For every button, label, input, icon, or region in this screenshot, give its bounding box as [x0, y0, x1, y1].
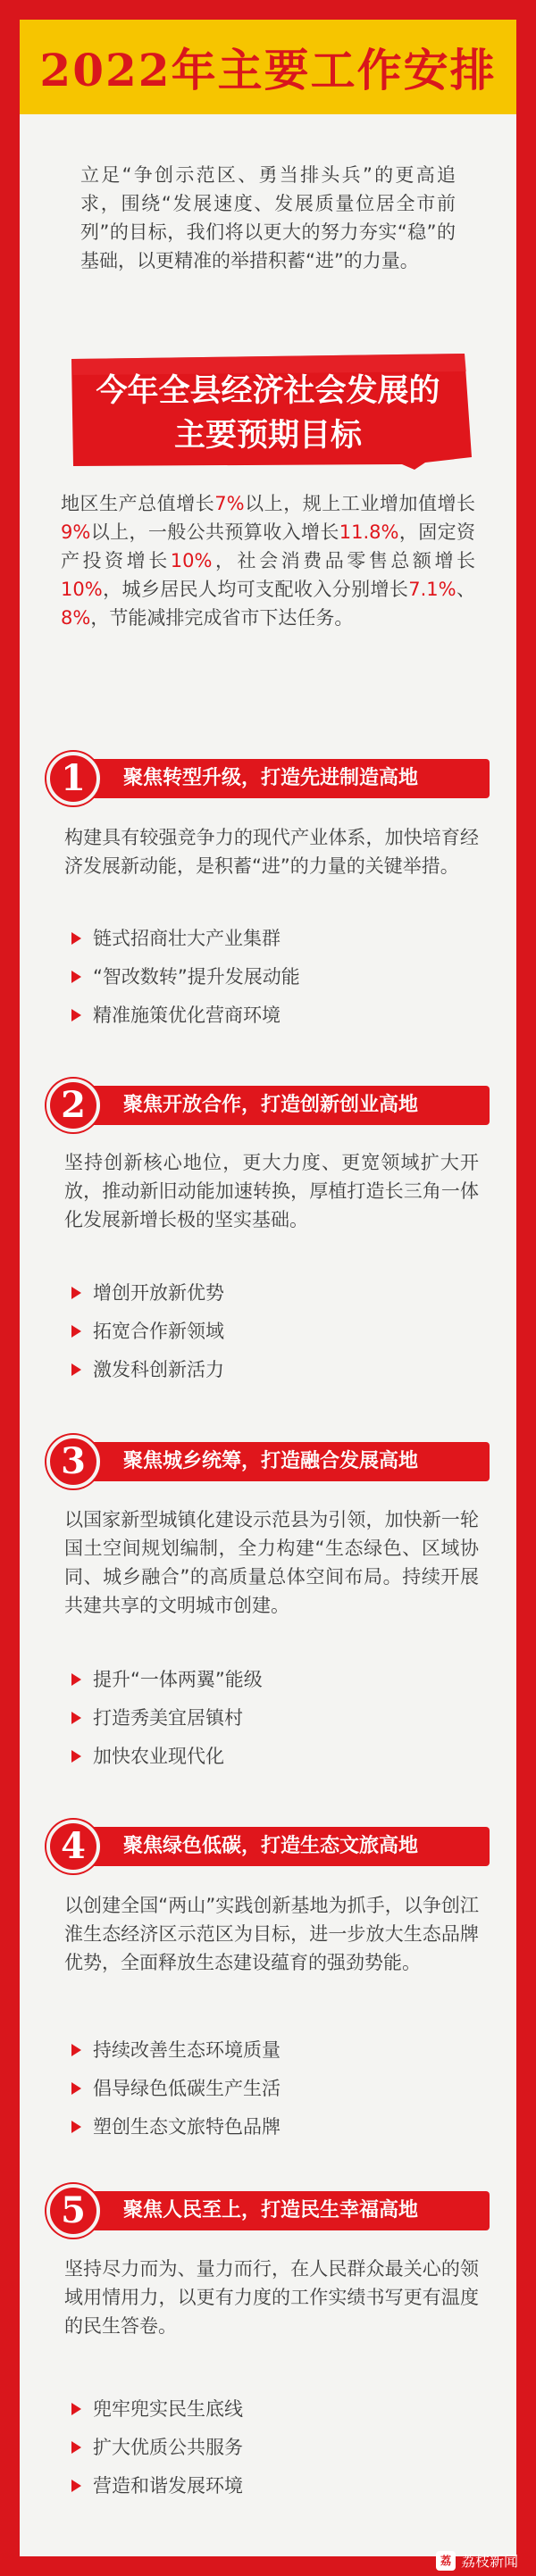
section-title: 聚焦绿色低碳，打造生态文旅高地	[123, 1835, 419, 1857]
lizhi-logo-icon: 荔	[436, 2551, 456, 2571]
list-item-text: 营造和谐发展环境	[93, 2475, 243, 2497]
targets-text: ，固定资产投资增长	[61, 521, 476, 571]
section-number-badge	[46, 752, 100, 805]
list-item	[93, 1665, 263, 1694]
target-value: 7.1%	[408, 579, 456, 600]
triangle-bullet-icon	[71, 1009, 81, 1021]
section-number-badge	[46, 2184, 100, 2238]
list-item	[93, 2074, 281, 2103]
targets-text: 、	[456, 579, 476, 600]
list-item	[93, 2472, 243, 2500]
list-item	[93, 1001, 281, 1030]
targets-paragraph	[61, 489, 475, 632]
watermark	[436, 2550, 518, 2571]
triangle-bullet-icon	[71, 1750, 81, 1763]
list-item	[93, 1742, 224, 1771]
section-5-header	[46, 2184, 491, 2238]
list-item-text: 加快农业现代化	[93, 1746, 224, 1767]
list-item-text: 塑创生态文旅特色品牌	[93, 2116, 281, 2138]
section-title: 聚焦开放合作，打造创新创业高地	[123, 1094, 419, 1116]
page-paper	[20, 20, 516, 2556]
list-item-text: 拓宽合作新领域	[93, 1321, 224, 1342]
list-item-text: 兜牢兜实民生底线	[93, 2398, 243, 2420]
target-value: 10%	[61, 579, 103, 600]
page-title: 2022年主要工作安排	[39, 44, 497, 96]
section-number-badge	[46, 1435, 100, 1488]
target-value: 11.8%	[339, 521, 399, 543]
triangle-bullet-icon	[71, 2082, 81, 2095]
section-title: 聚焦转型升级，打造先进制造高地	[123, 767, 419, 789]
list-item-text: 精准施策优化营商环境	[93, 1005, 281, 1026]
triangle-bullet-icon	[71, 932, 81, 945]
section-number: 5	[61, 2189, 86, 2231]
section-title: 聚焦城乡统筹，打造融合发展高地	[123, 1450, 419, 1472]
triangle-bullet-icon	[71, 1712, 81, 1724]
target-value: 7%	[214, 493, 245, 514]
triangle-bullet-icon	[71, 2121, 81, 2133]
list-item-text: 倡导绿色低碳生产生活	[93, 2078, 281, 2099]
list-item	[93, 2113, 281, 2141]
list-item	[93, 1704, 243, 1732]
list-item-text: 扩大优质公共服务	[93, 2437, 243, 2458]
section-5-body: 坚持尽力而为、量力而行，在人民群众最关心的领域用情用力，以更有力度的工作实绩书写更有温度的民生答卷。	[64, 2258, 479, 2337]
list-item-text: 提升“一体两翼”能级	[93, 1669, 263, 1690]
list-item	[93, 1279, 224, 1307]
list-item	[93, 2395, 243, 2423]
section-number: 4	[61, 1825, 86, 1867]
target-value: 9%	[61, 521, 91, 543]
targets-text: ，节能减排完成省市下达任务。	[90, 607, 354, 629]
list-item-text: 链式招商壮大产业集群	[93, 928, 281, 949]
section-2-body: 坚持创新核心地位，更大力度、更宽领域扩大开放，推动新旧动能加速转换，厚植打造长三角一体化发展新增长极的坚实基础。	[64, 1152, 479, 1230]
targets-text: ，城乡居民人均可支配收入分别增长	[102, 579, 409, 600]
targets-text: 以上，规上工业增加值增长	[244, 493, 476, 514]
section-1-body: 构建具有较强竞争力的现代产业体系，加快培育经济发展新动能，是积蓄“进”的力量的关键举措。	[64, 827, 479, 877]
watermark-text: 荔枝新闻	[460, 2553, 518, 2570]
list-item	[93, 1317, 224, 1346]
list-item-text: 增创开放新优势	[93, 1282, 224, 1304]
triangle-bullet-icon	[71, 1363, 81, 1376]
intro-paragraph: 立足“争创示范区、勇当排头兵”的更高追求，围绕“发展速度、发展质量位居全市前列”的目标，我们将以更大的努力夯实“稳”的基础，以更精准的举措积蓄“进”的力量。	[80, 164, 456, 271]
list-item	[93, 924, 281, 953]
section-number: 3	[61, 1440, 86, 1482]
list-item	[93, 2433, 243, 2462]
triangle-bullet-icon	[71, 2480, 81, 2492]
title-bar	[20, 20, 516, 114]
section-3-header	[46, 1435, 491, 1488]
targets-text: 地区生产总值增长	[61, 493, 215, 514]
list-item	[93, 2036, 281, 2064]
list-item-text: 持续改善生态环境质量	[93, 2039, 281, 2061]
list-item-text: 激发科创新活力	[93, 1359, 224, 1380]
triangle-bullet-icon	[71, 1325, 81, 1338]
section-title: 聚焦人民至上，打造民生幸福高地	[123, 2199, 419, 2222]
banner-line-1: 今年全县经济社会发展的	[96, 373, 440, 409]
list-item	[93, 963, 300, 991]
list-item-text: “智改数转”提升发展动能	[93, 966, 300, 988]
target-value: 8%	[61, 607, 91, 629]
banner-line-2: 主要预期目标	[173, 418, 362, 454]
triangle-bullet-icon	[71, 2441, 81, 2454]
section-4-body: 以创建全国“两山”实践创新基地为抓手，以争创江淮生态经济区示范区为目标，进一步放大生态品牌优势，全面释放生态建设蕴育的强劲势能。	[64, 1895, 479, 1973]
section-2-header	[46, 1079, 491, 1132]
section-number-badge	[46, 1079, 100, 1132]
section-number-badge	[46, 1820, 100, 1873]
section-number: 1	[61, 757, 86, 799]
section-number: 2	[61, 1084, 86, 1126]
triangle-bullet-icon	[71, 2044, 81, 2056]
triangle-bullet-icon	[71, 2403, 81, 2415]
triangle-bullet-icon	[71, 1673, 81, 1686]
section-1-header	[46, 752, 491, 805]
triangle-bullet-icon	[71, 971, 81, 983]
section-4-header	[46, 1820, 491, 1873]
list-item	[93, 1355, 224, 1384]
section-3-body: 以国家新型城镇化建设示范县为引领，加快新一轮国土空间规划编制，全力构建“生态绿色、区域协同、城乡融合”的高质量总体空间布局。持续开展共建共享的文明城市创建。	[64, 1509, 479, 1616]
target-value: 10%	[170, 550, 213, 571]
triangle-bullet-icon	[71, 1287, 81, 1299]
list-item-text: 打造秀美宜居镇村	[93, 1707, 243, 1729]
targets-text: 以上，一般公共预算收入增长	[90, 521, 339, 543]
targets-banner	[64, 354, 472, 470]
targets-text: ，社会消费品零售总额增长	[212, 550, 476, 571]
